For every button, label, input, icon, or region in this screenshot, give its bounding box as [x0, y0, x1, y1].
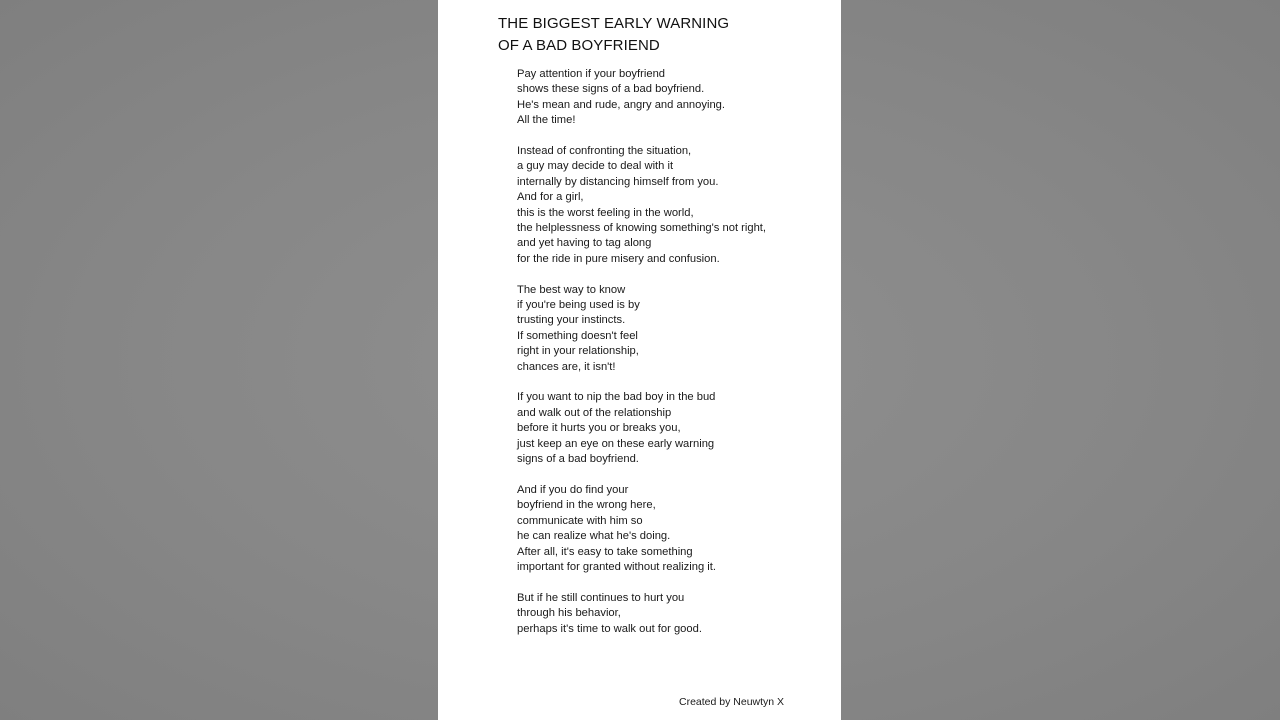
- poem-line: this is the worst feeling in the world,: [517, 206, 694, 219]
- poem-line: And if you do find your: [517, 483, 629, 496]
- poem-line: before it hurts you or breaks you,: [517, 422, 681, 435]
- poem-line: through his behavior,: [517, 607, 621, 620]
- page-title: [498, 13, 729, 57]
- poem-line: boyfriend in the wrong here,: [517, 499, 656, 512]
- stanza: [517, 67, 837, 129]
- stanza: [517, 483, 837, 575]
- poem-line: chances are, it isn't!: [517, 360, 616, 373]
- poem-line: trusting your instincts.: [517, 314, 626, 327]
- poem-line: After all, it's easy to take something: [517, 545, 693, 558]
- poem-line: He's mean and rude, angry and annoying.: [517, 98, 726, 111]
- poem-line: right in your relationship,: [517, 345, 639, 358]
- poem-line: for the ride in pure misery and confusion.: [517, 252, 720, 265]
- poem-line: If you want to nip the bad boy in the bud: [517, 391, 716, 404]
- poem-line: communicate with him so: [517, 514, 643, 527]
- poem-body: [517, 67, 837, 652]
- poem-line: he can realize what he's doing.: [517, 530, 671, 543]
- poem-line: And for a girl,: [517, 191, 584, 204]
- poem-line: If something doesn't feel: [517, 329, 638, 342]
- poem-line: important for granted without realizing it.: [517, 560, 716, 573]
- poem-line: The best way to know: [517, 283, 626, 296]
- poem-line: internally by distancing himself from you.: [517, 175, 719, 188]
- poem-line: if you're being used is by: [517, 299, 640, 312]
- poem-line: All the time!: [517, 114, 576, 127]
- stanza: [517, 283, 837, 375]
- poem-line: signs of a bad boyfriend.: [517, 453, 639, 466]
- stanza: [517, 591, 837, 637]
- poem-line: and yet having to tag along: [517, 237, 652, 250]
- poem-line: But if he still continues to hurt you: [517, 591, 685, 604]
- poem-line: and walk out of the relationship: [517, 406, 672, 419]
- poem-line: shows these signs of a bad boyfriend.: [517, 83, 705, 96]
- author-credit: Created by Neuwtyn X: [679, 696, 785, 708]
- poem-line: just keep an eye on these early warning: [517, 437, 715, 450]
- title-line: OF A BAD BOYFRIEND: [498, 37, 660, 54]
- document-page: [438, 0, 841, 720]
- poem-line: perhaps it's time to walk out for good.: [517, 622, 702, 635]
- title-line: THE BIGGEST EARLY WARNING: [498, 15, 730, 32]
- poem-line: the helplessness of knowing something's not right,: [517, 222, 767, 235]
- stanza: [517, 144, 837, 267]
- poem-line: Pay attention if your boyfriend: [517, 68, 666, 80]
- poem-line: a guy may decide to deal with it: [517, 160, 674, 173]
- stanza: [517, 390, 837, 467]
- poem-line: Instead of confronting the situation,: [517, 145, 692, 158]
